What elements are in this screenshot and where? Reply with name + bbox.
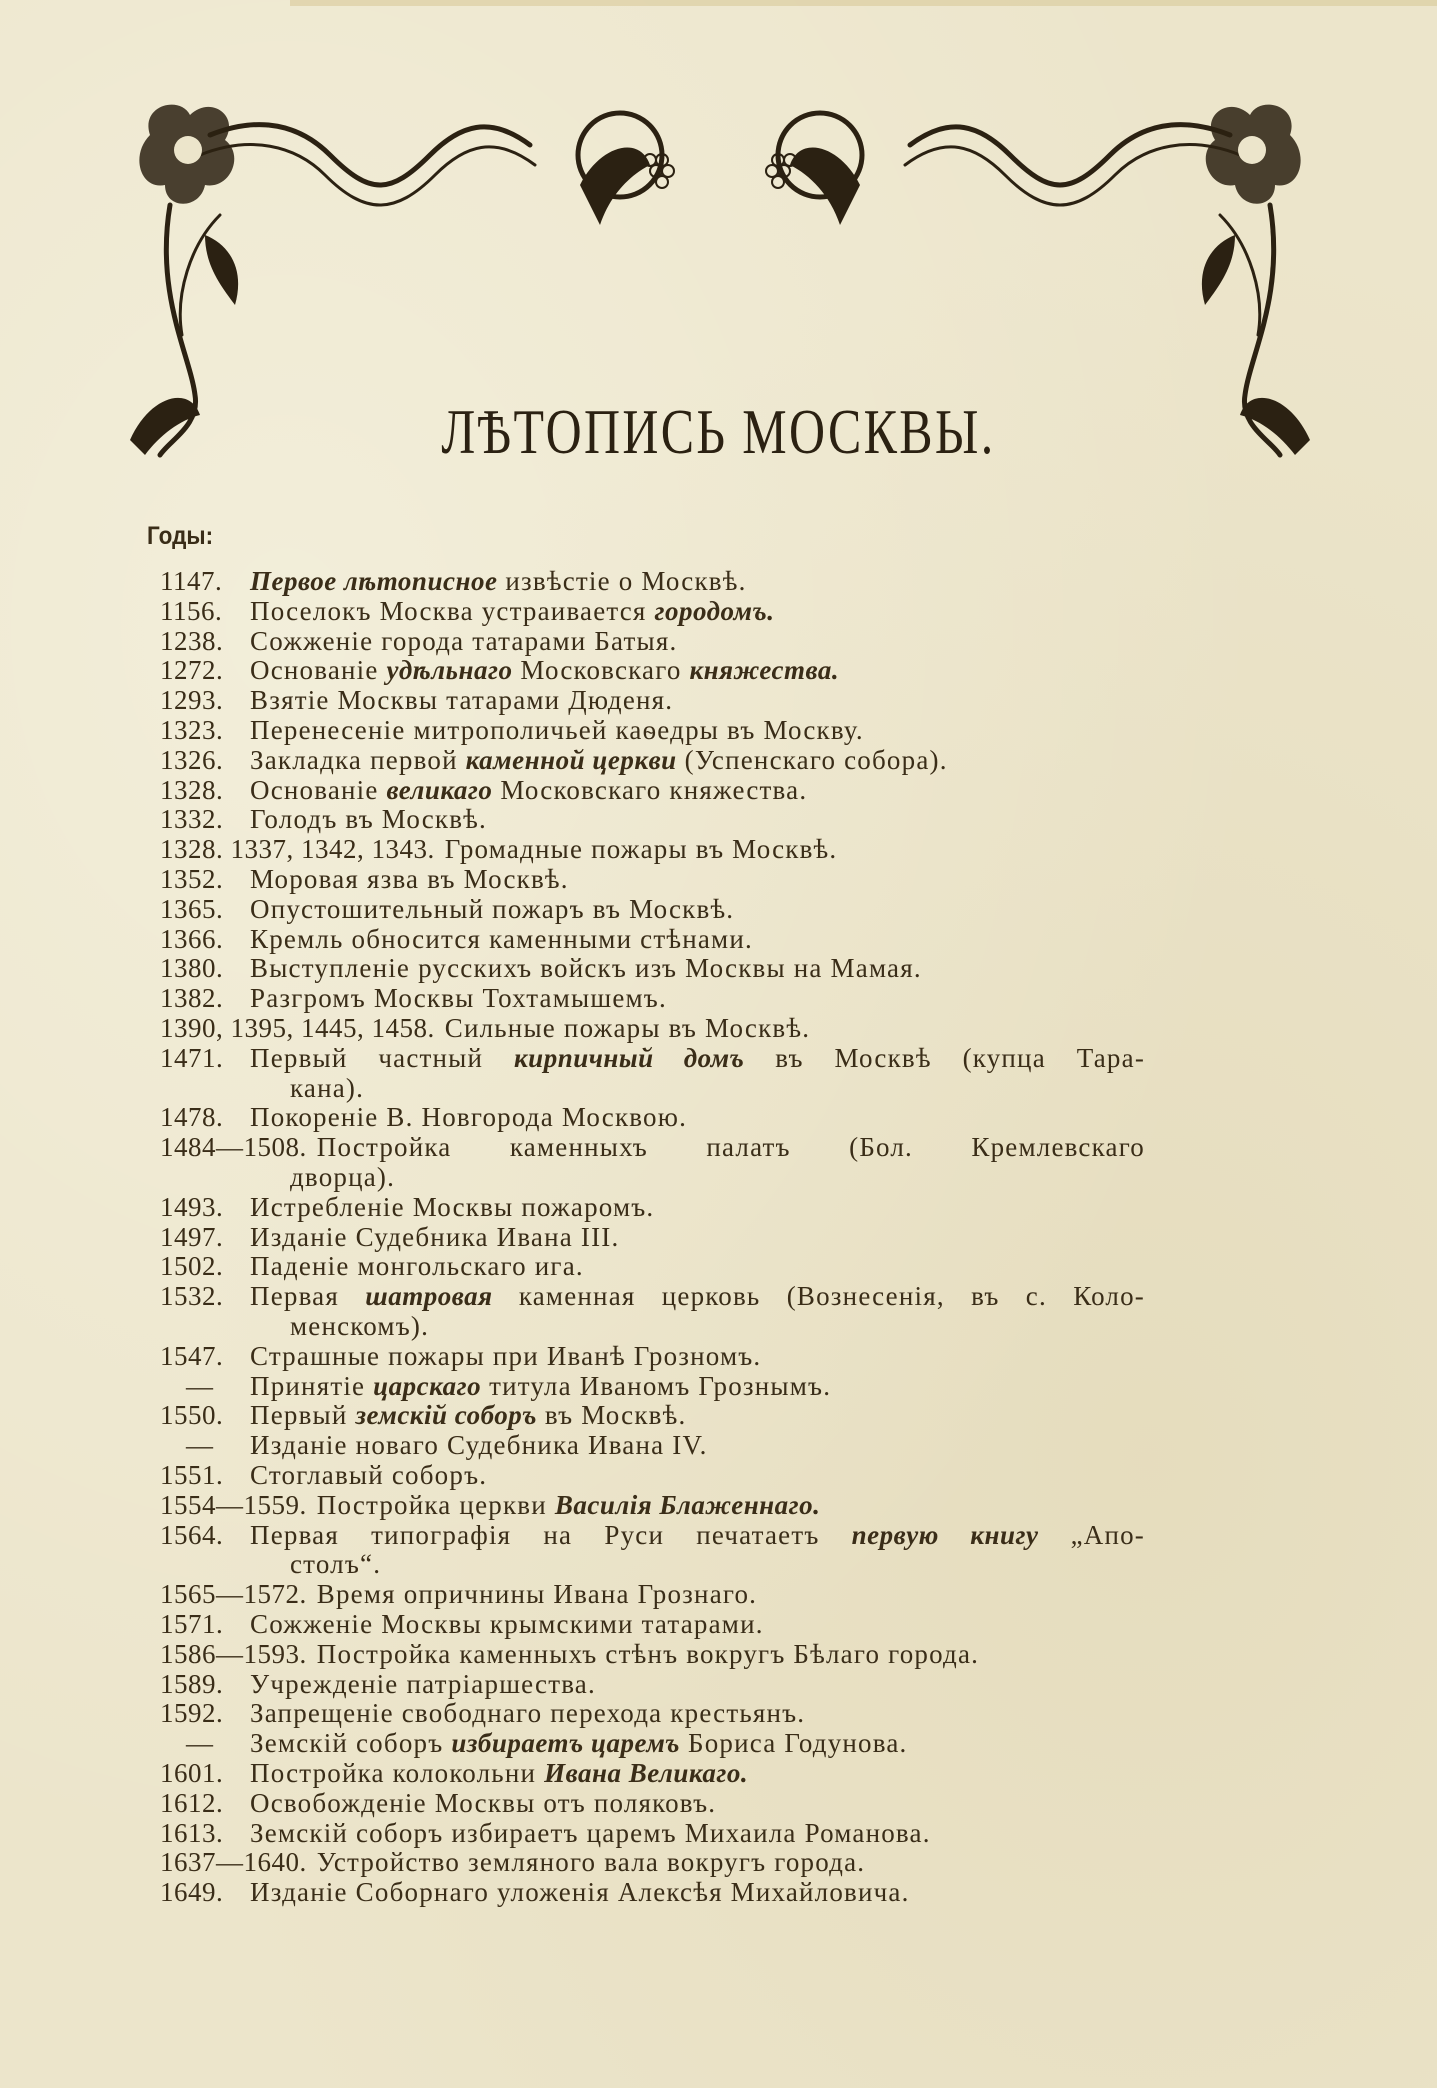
entry-text bbox=[250, 1520, 1145, 1550]
entry-text-run: Опустошительный пожаръ въ Москвѣ. bbox=[250, 893, 735, 924]
chronicle-entry bbox=[0, 1877, 1437, 1907]
entry-year: 1497. bbox=[160, 1221, 224, 1252]
chronicle-entry bbox=[0, 1728, 1437, 1758]
entry-year: 1147. bbox=[160, 566, 223, 596]
entry-text-run: Перенесеніе митрополичьей каѳедры въ Москву. bbox=[250, 715, 864, 745]
entry-text bbox=[250, 953, 922, 983]
entry-text-run: Первый частный bbox=[250, 1042, 514, 1073]
chronicle-entry bbox=[0, 1579, 1437, 1609]
entry-text bbox=[250, 1698, 805, 1728]
entry-text-run: Голодъ въ Москвѣ. bbox=[250, 804, 487, 835]
entry-year: 1365. bbox=[160, 893, 224, 924]
entry-text bbox=[250, 1788, 716, 1818]
entry-year: 1332. bbox=[160, 804, 224, 835]
chronicle-entry bbox=[0, 1758, 1437, 1788]
entry-text bbox=[250, 1758, 748, 1788]
entry-year: 1328. 1337, 1342, 1343. bbox=[160, 834, 435, 865]
entry-text-run: Поселокъ Москва устраивается bbox=[250, 595, 655, 626]
entry-text-run: Сильные пожары въ Москвѣ. bbox=[444, 1013, 811, 1043]
entry-text-run: Громадные пожары въ Москвѣ. bbox=[444, 834, 838, 865]
entry-text bbox=[250, 924, 753, 954]
chronicle-entry bbox=[0, 1192, 1437, 1222]
entry-text-run: Земскій соборъ избираетъ царемъ Михаила Романова. bbox=[250, 1817, 931, 1848]
entry-emphasis: удѣльнаго bbox=[386, 655, 513, 686]
chronicle-entry bbox=[0, 1400, 1437, 1430]
entry-text bbox=[250, 1222, 619, 1252]
entry-year: 1565—1572. bbox=[160, 1579, 307, 1610]
entry-text-run: Первый bbox=[250, 1400, 356, 1431]
chronicle-entry bbox=[0, 626, 1437, 656]
chronicle-entry bbox=[0, 1520, 1437, 1550]
entry-year: 1238. bbox=[160, 625, 224, 656]
chronicle-entry bbox=[0, 1132, 1437, 1162]
entry-text bbox=[250, 864, 569, 894]
entry-year: 1493. bbox=[160, 1191, 224, 1222]
entry-year: 1323. bbox=[160, 715, 224, 745]
chronicle-entry bbox=[0, 685, 1437, 715]
entry-year: 1272. bbox=[160, 655, 224, 686]
entry-text-run: Стоглавый соборъ. bbox=[250, 1460, 488, 1490]
chronicle-entry-continuation bbox=[0, 1311, 1437, 1341]
chronicle-entry bbox=[0, 1669, 1437, 1699]
entry-text bbox=[250, 1341, 761, 1371]
entry-text-run: Изданіе новаго Судебника Ивана IV. bbox=[250, 1430, 708, 1461]
entry-text-run: Бориса Годунова. bbox=[680, 1728, 908, 1759]
entry-text bbox=[250, 566, 747, 596]
entry-text bbox=[250, 1400, 686, 1430]
entry-year: 1293. bbox=[160, 685, 224, 716]
entry-year: 1589. bbox=[160, 1668, 224, 1699]
chronicle-entry bbox=[0, 1788, 1437, 1818]
entry-year: 1478. bbox=[160, 1102, 224, 1133]
ditto-dash: — bbox=[186, 1728, 213, 1759]
chronicle-entry bbox=[0, 834, 1437, 864]
entry-year: 1156. bbox=[160, 595, 223, 626]
entry-text-run: Сожженіе города татарами Батыя. bbox=[250, 625, 678, 656]
entry-text-run: Первая bbox=[250, 1281, 366, 1312]
entry-text-run: Кремль обносится каменными стѣнами. bbox=[250, 923, 753, 954]
entry-emphasis: земскій соборъ bbox=[355, 1400, 537, 1431]
entry-text-run: Земскій соборъ bbox=[250, 1728, 452, 1759]
entry-continuation-text: менскомъ). bbox=[290, 1311, 430, 1341]
entry-text-run: Закладка первой bbox=[250, 744, 466, 775]
entry-year: 1550. bbox=[160, 1400, 224, 1431]
entry-text bbox=[250, 626, 677, 656]
entry-text-run: Покореніе В. Новгорода Москвою. bbox=[250, 1102, 688, 1133]
entry-text-run: Постройка каменныхъ палатъ (Бол. Кремлевскаго bbox=[316, 1132, 1145, 1163]
chronicle-entry-continuation bbox=[0, 1162, 1437, 1192]
entry-text bbox=[250, 1430, 708, 1460]
entry-text bbox=[250, 1281, 1145, 1311]
entry-emphasis: великаго bbox=[386, 774, 493, 805]
entry-text-run: Принятіе bbox=[250, 1370, 374, 1401]
entry-text bbox=[250, 1609, 764, 1639]
entry-emphasis: кирпичный домъ bbox=[514, 1042, 745, 1073]
entry-year: 1502. bbox=[160, 1251, 224, 1282]
entry-text bbox=[250, 1192, 654, 1222]
chronicle-entry bbox=[0, 1371, 1437, 1401]
years-label: Годы: bbox=[147, 522, 214, 550]
entry-emphasis: первую книгу bbox=[851, 1519, 1039, 1550]
chronicle-entry bbox=[0, 1222, 1437, 1252]
chronicle-entry bbox=[0, 894, 1437, 924]
entry-text bbox=[250, 1043, 1145, 1073]
chronicle-entry bbox=[0, 655, 1437, 685]
entry-year: 1613. bbox=[160, 1817, 224, 1848]
entry-year: 1592. bbox=[160, 1698, 224, 1729]
entry-year: 1366. bbox=[160, 923, 224, 954]
entry-emphasis: избираетъ царемъ bbox=[451, 1728, 681, 1759]
entry-text bbox=[317, 1490, 821, 1520]
chronicle-entry bbox=[0, 864, 1437, 894]
entry-continuation-text: кана). bbox=[290, 1072, 365, 1103]
entry-text-run: Выступленіе русскихъ войскъ изъ Москвы на Мамая. bbox=[250, 953, 922, 984]
entry-text-run: каменная церковь (Вознесенія, въ с. Коло- bbox=[492, 1281, 1145, 1312]
entry-text bbox=[250, 1251, 584, 1281]
entry-continuation-text: дворца). bbox=[290, 1162, 396, 1192]
entry-year: 1547. bbox=[160, 1340, 224, 1371]
entry-emphasis: Василія Блаженнаго. bbox=[554, 1489, 821, 1520]
entry-text-run: Время опричнины Ивана Грознаго. bbox=[316, 1579, 758, 1610]
entry-text bbox=[250, 745, 948, 775]
entry-year: 1571. bbox=[160, 1609, 224, 1639]
entry-text bbox=[250, 1371, 831, 1401]
entry-emphasis: Первое лѣтописное bbox=[250, 566, 498, 596]
entry-text-run: Сожженіе Москвы крымскими татарами. bbox=[250, 1609, 764, 1639]
entry-text-run: въ Москвѣ (купца Тара- bbox=[744, 1042, 1146, 1073]
entry-text bbox=[250, 1669, 596, 1699]
entry-text bbox=[317, 1639, 979, 1669]
entry-year: 1601. bbox=[160, 1758, 224, 1788]
entry-year: 1484—1508. bbox=[160, 1132, 307, 1163]
entry-text bbox=[317, 1847, 866, 1877]
entry-emphasis: шатровая bbox=[365, 1281, 493, 1312]
chronicle-entry bbox=[0, 1430, 1437, 1460]
chronicle-entry bbox=[0, 1847, 1437, 1877]
entry-text-run: Страшные пожары при Иванѣ Грозномъ. bbox=[250, 1340, 762, 1371]
chronicle-entry bbox=[0, 1698, 1437, 1728]
chronicle-entry bbox=[0, 983, 1437, 1013]
entry-text-run: Истребленіе Москвы пожаромъ. bbox=[250, 1191, 655, 1222]
chronicle-entry bbox=[0, 775, 1437, 805]
entry-text bbox=[250, 894, 734, 924]
entry-year: 1326. bbox=[160, 744, 224, 775]
chronicle-entry-continuation bbox=[0, 1073, 1437, 1103]
page-title: ЛѢТОПИСЬ МОСКВЫ. bbox=[441, 396, 996, 467]
entry-emphasis: каменной церкви bbox=[465, 744, 677, 775]
entry-year: 1554—1559. bbox=[160, 1489, 307, 1520]
entry-year: 1612. bbox=[160, 1787, 224, 1818]
entry-year: 1471. bbox=[160, 1042, 224, 1073]
ditto-dash: — bbox=[186, 1430, 213, 1461]
entry-text-run: Изданіе Соборнаго уложенія Алексѣя Михайловича. bbox=[250, 1877, 910, 1908]
chronicle-entry bbox=[0, 953, 1437, 983]
entry-text bbox=[317, 1132, 1145, 1162]
chronicle-entry bbox=[0, 1281, 1437, 1311]
chronicle-entry bbox=[0, 1251, 1437, 1281]
entry-text bbox=[250, 655, 839, 685]
ditto-dash: — bbox=[186, 1370, 213, 1401]
entry-year: 1382. bbox=[160, 983, 224, 1014]
entry-text-run: „Апо- bbox=[1038, 1519, 1145, 1550]
chronicle-entry bbox=[0, 1639, 1437, 1669]
entry-year: 1637—1640. bbox=[160, 1847, 307, 1878]
entry-text bbox=[250, 804, 487, 834]
chronicle-entry bbox=[0, 566, 1437, 596]
entry-text-run: Моровая язва въ Москвѣ. bbox=[250, 864, 569, 894]
entry-text-run: Основаніе bbox=[250, 655, 387, 686]
entry-text bbox=[250, 1877, 910, 1907]
chronicle-entry bbox=[0, 924, 1437, 954]
entry-text-run: Постройка колокольни bbox=[250, 1758, 545, 1788]
entry-text bbox=[445, 1013, 810, 1043]
entry-text-run: Запрещеніе свободнаго перехода крестьянъ. bbox=[250, 1698, 806, 1729]
entry-year: 1390, 1395, 1445, 1458. bbox=[160, 1013, 435, 1043]
entry-text-run: Взятіе Москвы татарами Дюденя. bbox=[250, 685, 674, 716]
entry-year: 1564. bbox=[160, 1519, 224, 1550]
entry-text-run: Первая типографія на Руси печатаетъ bbox=[250, 1519, 852, 1550]
entry-emphasis: царскаго bbox=[373, 1370, 482, 1401]
chronicle-entry bbox=[0, 1490, 1437, 1520]
entry-text bbox=[445, 834, 838, 864]
entry-text-run: Освобожденіе Москвы отъ поляковъ. bbox=[250, 1787, 717, 1818]
entry-emphasis: городомъ. bbox=[654, 595, 775, 626]
entry-text-run: Учрежденіе патріаршества. bbox=[250, 1668, 596, 1699]
entry-text-run: въ Москвѣ. bbox=[536, 1400, 687, 1431]
entry-text bbox=[250, 1728, 907, 1758]
entry-emphasis: княжества. bbox=[689, 655, 840, 686]
entry-text bbox=[250, 685, 673, 715]
entry-text-run: Основаніе bbox=[250, 774, 387, 805]
chronicle-entry bbox=[0, 596, 1437, 626]
chronicle-entry bbox=[0, 715, 1437, 745]
chronicle-entry-continuation bbox=[0, 1549, 1437, 1579]
entry-text-run: Постройка каменныхъ стѣнъ вокругъ Бѣлаго города. bbox=[316, 1638, 980, 1669]
entry-year: 1551. bbox=[160, 1460, 224, 1490]
entry-year: 1352. bbox=[160, 864, 224, 894]
entry-text-run: Разгромъ Москвы Тохтамышемъ. bbox=[250, 983, 667, 1014]
entry-text bbox=[250, 596, 774, 626]
entry-text-run: Паденіе монгольскаго ига. bbox=[250, 1251, 584, 1282]
entry-text-run: Устройство земляного вала вокругъ города. bbox=[316, 1847, 866, 1878]
entry-text-run: титула Иваномъ Грознымъ. bbox=[481, 1370, 832, 1401]
entry-text bbox=[250, 775, 807, 805]
chronicle-entry bbox=[0, 1460, 1437, 1490]
entry-text bbox=[250, 983, 667, 1013]
entry-text-run: извѣстіе о Москвѣ. bbox=[497, 566, 747, 596]
entry-year: 1586—1593. bbox=[160, 1638, 307, 1669]
entry-text bbox=[250, 1102, 687, 1132]
entry-text bbox=[250, 1460, 487, 1490]
chronicle-entry bbox=[0, 1043, 1437, 1073]
page-top-edge bbox=[290, 0, 1437, 6]
entry-text bbox=[317, 1579, 757, 1609]
entry-continuation-text: столъ“. bbox=[290, 1549, 382, 1580]
entry-text-run: Московскаго bbox=[512, 655, 690, 686]
entry-text-run: Постройка церкви bbox=[316, 1489, 555, 1520]
entry-text-run: Московскаго княжества. bbox=[492, 774, 808, 805]
chronicle-entry bbox=[0, 1013, 1437, 1043]
entry-year: 1649. bbox=[160, 1877, 224, 1908]
chronicle-entry bbox=[0, 1818, 1437, 1848]
entry-text-run: Изданіе Судебника Ивана III. bbox=[250, 1221, 620, 1252]
entry-year: 1532. bbox=[160, 1281, 224, 1312]
entry-text-run: (Успенскаго собора). bbox=[676, 744, 948, 775]
entry-year: 1328. bbox=[160, 774, 224, 805]
chronicle-entry bbox=[0, 1102, 1437, 1132]
entry-text bbox=[250, 715, 864, 745]
entry-text bbox=[250, 1818, 931, 1848]
entry-emphasis: Ивана Великаго. bbox=[544, 1758, 749, 1788]
entry-year: 1380. bbox=[160, 953, 224, 984]
chronicle-entry bbox=[0, 1341, 1437, 1371]
chronicle-entry bbox=[0, 804, 1437, 834]
chronicle-entry bbox=[0, 1609, 1437, 1639]
chronicle-entry bbox=[0, 745, 1437, 775]
